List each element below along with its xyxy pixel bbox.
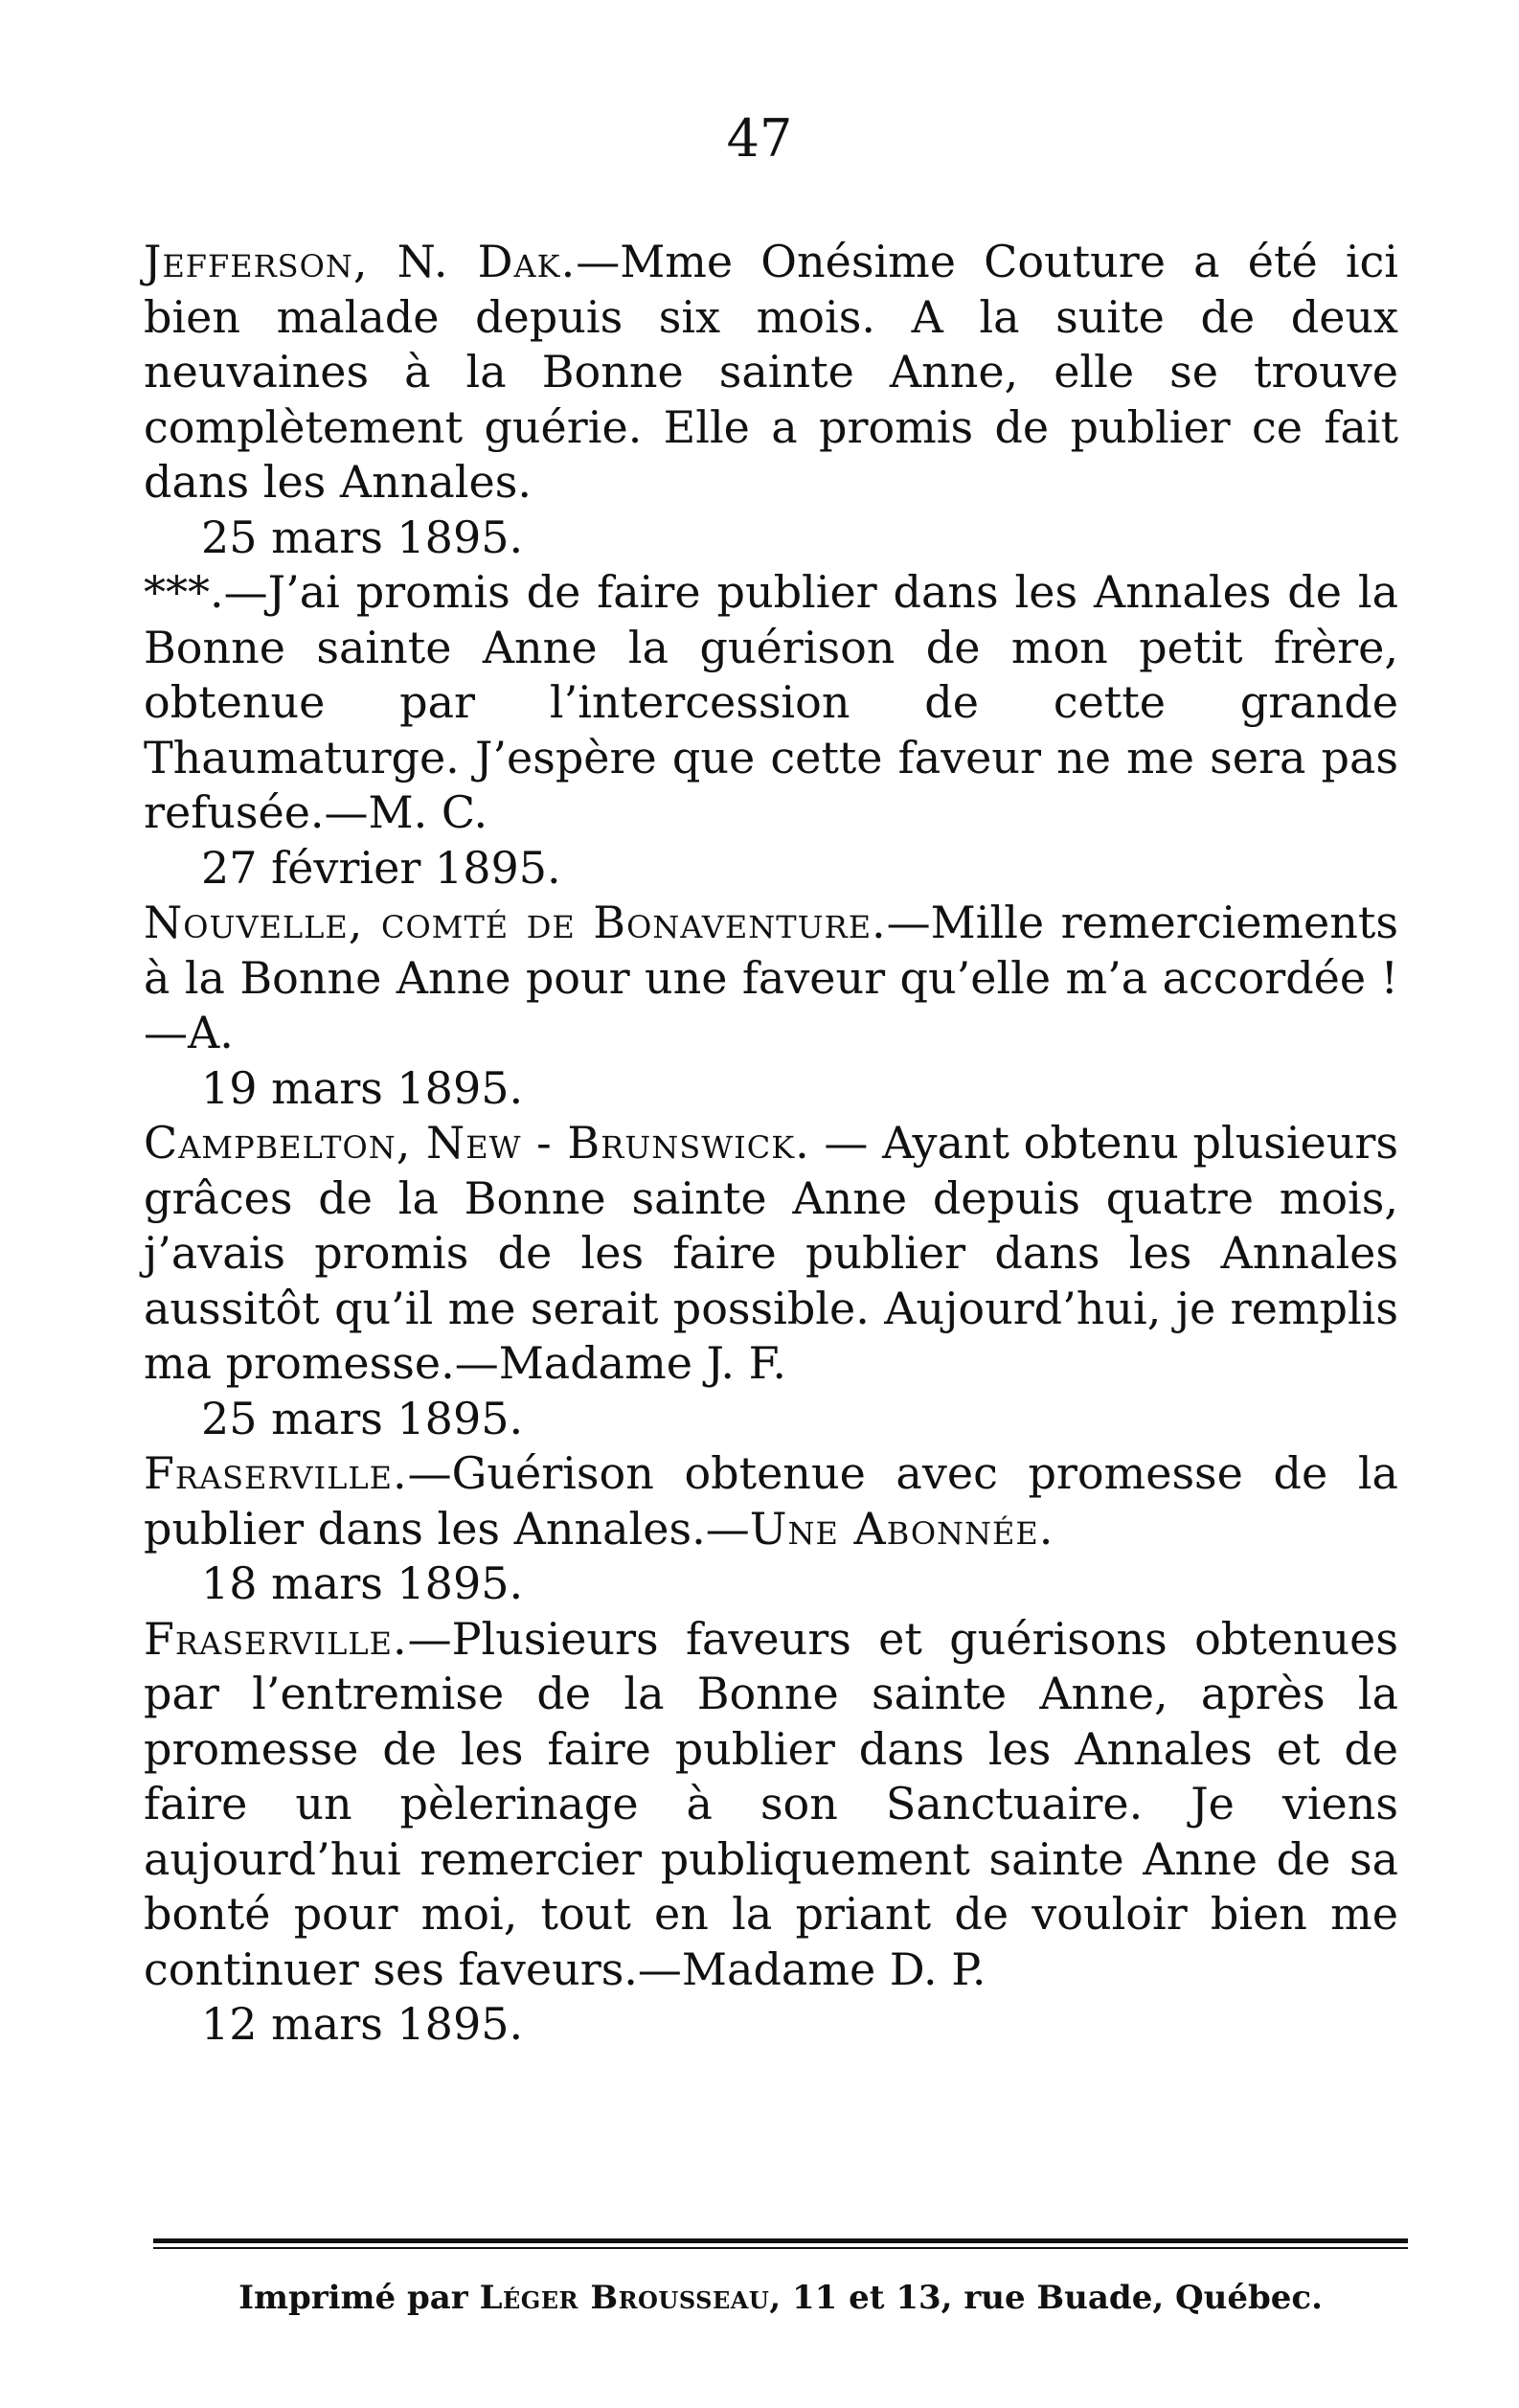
page-body xyxy=(144,235,1398,2053)
entry-body: — Ayant obtenu plusieurs grâces de la Bonne sainte Anne depuis quatre mois, j’avais promis de les faire publier dans les Annales aussitôt qu’il me serait possible. Aujourd’hui, je remplis ma promesse.—Madame J. F. xyxy=(144,1117,1399,1389)
page-number: 47 xyxy=(726,108,793,169)
entry-body: —J’ai promis de faire publier dans les Annales de la Bonne sainte Anne la guérison de mon petit frère, obtenue par l’intercession de cette grande Thaumaturge. J’espère que cette faveur ne me sera pas refusée.—M. C. xyxy=(144,566,1398,838)
entry-body: —Guérison obtenue avec promesse de la publier dans les Annales.— xyxy=(144,1447,1398,1555)
imprint-printer: Léger Brousseau xyxy=(479,2279,770,2317)
entry-date: 19 mars 1895. xyxy=(201,1061,524,1114)
entry-heading: Fraserville. xyxy=(144,1447,408,1499)
entry-text xyxy=(144,1612,1398,1998)
entry-heading: ***. xyxy=(144,566,224,618)
entry-date: 25 mars 1895. xyxy=(201,511,524,563)
entry-text xyxy=(144,896,1398,1061)
entry-text xyxy=(144,565,1398,841)
entry-text xyxy=(144,1116,1398,1392)
entry-date: 25 mars 1895. xyxy=(201,1392,524,1444)
entry-heading: Campbelton, New - Brunswick. xyxy=(144,1117,810,1169)
entry-body: —Plusieurs faveurs et guérisons obtenues par l’entremise de la Bonne sainte Anne, après la promesse de les faire publier dans les Annales et de faire un pèlerinage à son Sanctuaire. Je viens aujourd’hui remercier publiquement sainte Anne de sa bonté pour moi, tout en la priant de vouloir bien me continuer ses faveurs.—Madame D. P. xyxy=(144,1612,1398,1995)
entry-signature: Une Abonnée. xyxy=(749,1502,1054,1555)
entry-body: —Mme Onésime Couture a été ici bien malade depuis six mois. A la suite de deux neuvaines à la Bonne sainte Anne, elle se trouve complètement guérie. Elle a promis de publier ce fait dans les Annales. xyxy=(144,236,1399,508)
footer-rule xyxy=(153,2238,1408,2243)
printer-imprint xyxy=(182,2279,1379,2317)
imprint-prefix: Imprimé par xyxy=(238,2279,480,2317)
entry-heading: Nouvelle, comté de Bonaventure. xyxy=(144,897,887,948)
entry-heading: Fraserville. xyxy=(144,1612,408,1665)
entry-date: 27 février 1895. xyxy=(201,841,561,894)
entry-heading: Jefferson, N. Dak. xyxy=(144,236,577,287)
entry-text xyxy=(144,235,1398,511)
entry-date: 12 mars 1895. xyxy=(201,1998,524,2050)
entry-body: —Mille remerciements à la Bonne Anne pour une faveur qu’elle m’a accordée !—A. xyxy=(144,897,1398,1058)
entry-text xyxy=(144,1446,1398,1556)
footer-rule-thin xyxy=(153,2247,1408,2249)
entry-date: 18 mars 1895. xyxy=(201,1557,524,1609)
imprint-address: , 11 et 13, rue Buade, Québec. xyxy=(769,2279,1323,2317)
